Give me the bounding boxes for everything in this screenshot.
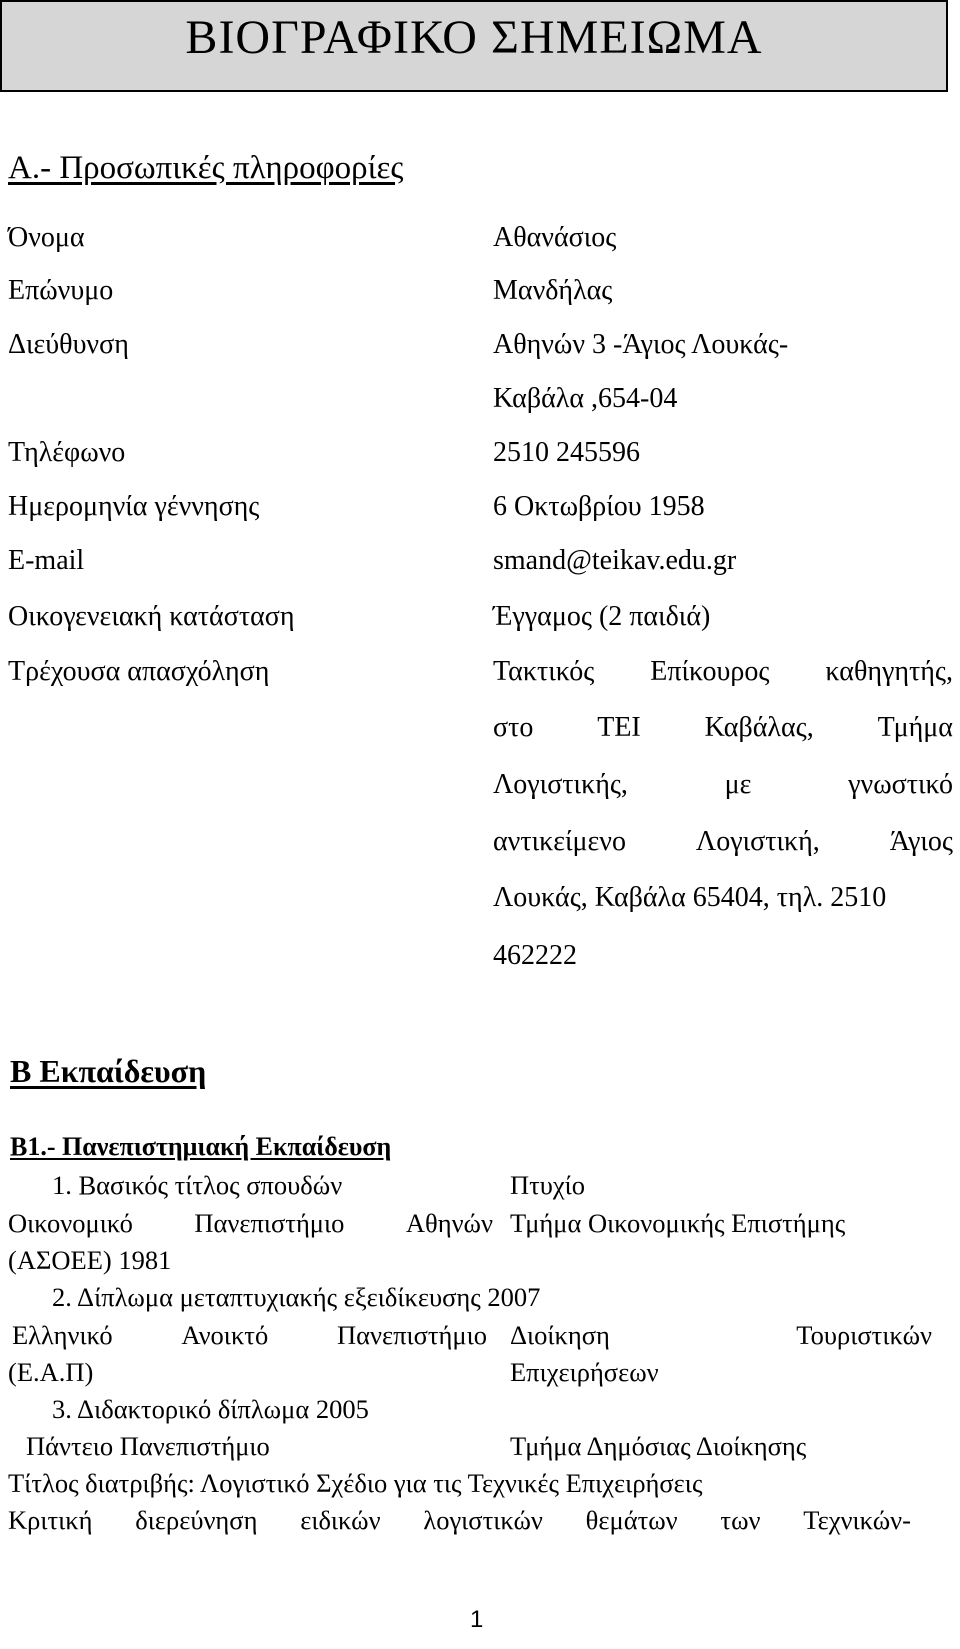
degree-1-institution bbox=[8, 1208, 493, 1239]
employment-line-5: Λουκάς, Καβάλα 65404, τηλ. 2510 bbox=[493, 882, 887, 913]
label-marital-status: Οικογενειακή κατάσταση bbox=[8, 601, 295, 632]
degree-3-title: 3. Διδακτορικό δίπλωμα 2005 bbox=[52, 1394, 369, 1424]
thesis-title-cont bbox=[8, 1505, 911, 1536]
label-birth-date: Ημερομηνία γέννησης bbox=[8, 491, 260, 522]
degree-2-title: 2. Δίπλωμα μεταπτυχιακής εξειδίκευσης 2007 bbox=[52, 1282, 541, 1312]
employment-line-6: 462222 bbox=[493, 940, 577, 971]
degree-3-institution: Πάντειο Πανεπιστήμιο bbox=[26, 1431, 270, 1461]
employment-word: Τακτικός bbox=[493, 656, 595, 687]
employment-line-4 bbox=[493, 826, 953, 858]
label-phone: Τηλέφωνο bbox=[8, 437, 126, 468]
thesis-word: λογιστικών bbox=[423, 1505, 543, 1535]
thesis-word: των bbox=[720, 1505, 761, 1535]
section-b1-heading: Β1.- Πανεπιστημιακή Εκπαίδευση bbox=[10, 1132, 392, 1161]
employment-word: στο bbox=[493, 712, 534, 743]
employment-word: Λογιστικής, bbox=[493, 769, 628, 800]
employment-word: γνωστικό bbox=[848, 769, 953, 800]
employment-word: Καβάλας, bbox=[704, 712, 814, 743]
department-word: Διοίκηση bbox=[510, 1320, 610, 1350]
thesis-word: θεμάτων bbox=[585, 1505, 678, 1535]
value-marital-status: Έγγαμος (2 παιδιά) bbox=[493, 601, 711, 632]
employment-word: καθηγητής, bbox=[825, 656, 953, 687]
thesis-word: Τεχνικών- bbox=[803, 1505, 911, 1535]
employment-word: Τμήμα bbox=[877, 712, 953, 743]
label-email: E-mail bbox=[8, 545, 85, 576]
label-first-name: Όνομα bbox=[8, 222, 85, 253]
employment-word: Άγιος bbox=[889, 826, 953, 857]
value-surname: Μανδήλας bbox=[493, 275, 613, 306]
institution-word: Πανεπιστήμιο bbox=[194, 1208, 345, 1238]
title-box bbox=[0, 0, 948, 92]
thesis-word: ειδικών bbox=[300, 1505, 381, 1535]
section-a-heading: Α.- Προσωπικές πληροφορίες bbox=[8, 150, 404, 186]
degree-2-department-cont: Επιχειρήσεων bbox=[510, 1357, 659, 1387]
value-birth-date: 6 Οκτωβρίου 1958 bbox=[493, 491, 705, 522]
employment-line-2 bbox=[493, 712, 953, 744]
degree-2-institution-cont: (Ε.Α.Π) bbox=[8, 1357, 94, 1387]
employment-word: ΤΕΙ bbox=[597, 712, 641, 743]
institution-word: Πανεπιστήμιο bbox=[336, 1320, 487, 1350]
value-email: smand@teikav.edu.gr bbox=[493, 545, 737, 576]
degree-1-institution-cont: (ΑΣΟΕΕ) 1981 bbox=[8, 1245, 172, 1275]
thesis-word: Κριτική bbox=[8, 1505, 93, 1535]
label-address: Διεύθυνση bbox=[8, 329, 129, 360]
institution-word: Ελληνικό bbox=[12, 1320, 113, 1350]
degree-3-department: Τμήμα Δημόσιας Διοίκησης bbox=[510, 1431, 807, 1461]
degree-1-department: Τμήμα Οικονομικής Επιστήμης bbox=[510, 1208, 846, 1238]
employment-word: Επίκουρος bbox=[650, 656, 770, 687]
degree-2-department bbox=[510, 1320, 932, 1351]
value-phone: 2510 245596 bbox=[493, 437, 640, 468]
page-number: 1 bbox=[470, 1606, 484, 1633]
institution-word: Αθηνών bbox=[405, 1208, 493, 1238]
value-address: Αθηνών 3 -Άγιος Λουκάς- bbox=[493, 329, 789, 360]
value-first-name: Αθανάσιος bbox=[493, 222, 617, 253]
employment-word: Λογιστική, bbox=[695, 826, 820, 857]
label-surname: Επώνυμο bbox=[8, 275, 114, 306]
document-title: ΒΙΟΓΡΑΦΙΚΟ ΣΗΜΕΙΩΜΑ bbox=[185, 11, 763, 64]
degree-1-title: 1. Βασικός τίτλος σπουδών bbox=[52, 1170, 343, 1200]
employment-line-1 bbox=[493, 656, 953, 688]
employment-word: αντικείμενο bbox=[493, 826, 626, 857]
degree-1-type: Πτυχίο bbox=[510, 1170, 586, 1200]
degree-2-institution bbox=[12, 1320, 487, 1351]
employment-word: με bbox=[724, 769, 752, 800]
thesis-word: διερεύνηση bbox=[135, 1505, 258, 1535]
employment-line-3 bbox=[493, 769, 953, 801]
institution-word: Ανοικτό bbox=[181, 1320, 269, 1350]
value-address-line2: Καβάλα ,654-04 bbox=[493, 383, 678, 414]
institution-word: Οικονομικό bbox=[8, 1208, 133, 1238]
section-b-heading: Β Εκπαίδευση bbox=[10, 1053, 207, 1089]
label-current-employment: Τρέχουσα απασχόληση bbox=[8, 656, 270, 687]
department-word: Τουριστικών bbox=[796, 1320, 932, 1350]
thesis-title: Τίτλος διατριβής: Λογιστικό Σχέδιο για τις Τεχνικές Επιχειρήσεις bbox=[8, 1468, 703, 1498]
